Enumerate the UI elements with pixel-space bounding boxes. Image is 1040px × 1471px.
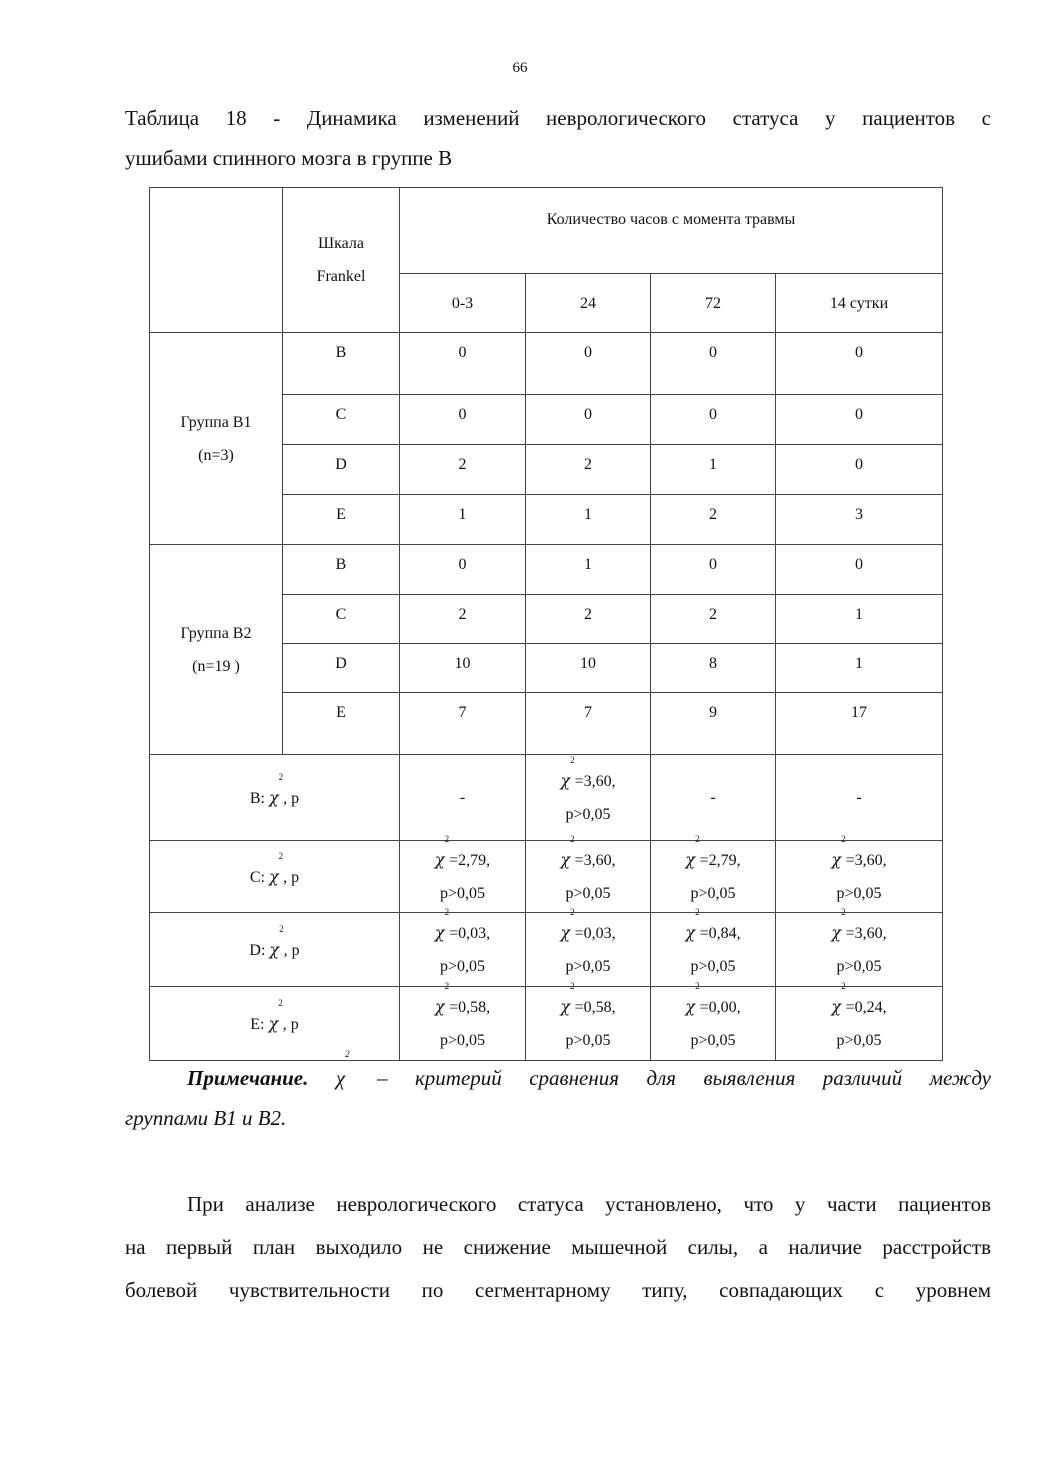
value-cell: 10 (526, 644, 651, 693)
chi-number: =0,58, (574, 999, 616, 1016)
chi-symbol: χ (434, 997, 445, 1016)
stat-cell (651, 834, 776, 913)
stat-grade: E: (250, 1015, 265, 1033)
p-value: - (459, 789, 466, 806)
stat-cell (400, 834, 526, 913)
chi-number: =3,60, (574, 852, 616, 869)
stat-cell (776, 907, 943, 987)
stat-suffix: , p (282, 1015, 299, 1033)
group-cell (150, 333, 283, 545)
chi-symbol: χ (831, 923, 842, 942)
chi-power: 2 (841, 981, 846, 991)
value-cell: 10 (400, 644, 526, 693)
note-line-2: группами В1 и В2. (125, 1106, 287, 1130)
stat-cell (651, 755, 776, 841)
stat-label-cell (150, 987, 400, 1061)
chi-power: 2 (841, 834, 846, 844)
chi-power: 2 (279, 923, 284, 934)
chi-value (560, 907, 616, 942)
chi-value (685, 981, 741, 1016)
stat-cell (526, 907, 651, 987)
stat-row (150, 841, 943, 913)
stat-label-cell (150, 841, 400, 913)
stat-cell (651, 907, 776, 987)
value-cell: 0 (651, 545, 776, 595)
p-value: p>0,05 (439, 1032, 486, 1049)
stat-row (150, 987, 943, 1061)
stat-cell (776, 834, 943, 913)
group-cell (150, 545, 283, 755)
group-name: Группа В1 (180, 413, 252, 431)
chi-number: =3,60, (845, 852, 887, 869)
stat-label-cell (150, 913, 400, 987)
chi-symbol: χ (434, 923, 445, 942)
chi-symbol: χ (685, 923, 696, 942)
table-caption (125, 98, 991, 178)
value-cell: 2 (400, 445, 526, 495)
chi-symbol: χ (269, 939, 280, 959)
chi-symbol: χ (335, 1066, 346, 1090)
time-column-header: 72 (651, 274, 776, 333)
grade-cell: E (283, 495, 400, 545)
chi-symbol: χ (434, 850, 445, 869)
paragraph-line-1: При анализе неврологического статуса установлено, что у части пациентов (187, 1192, 991, 1216)
stat-cell (776, 755, 943, 841)
frankel-header-line-2: Frankel (316, 268, 366, 285)
group-name: Группа В2 (180, 624, 252, 642)
chi-symbol: χ (831, 997, 842, 1016)
value-cell: 1 (776, 644, 943, 693)
value-cell: 0 (400, 395, 526, 445)
value-cell: 0 (776, 545, 943, 595)
value-cell: 9 (651, 693, 776, 755)
stat-cell (526, 755, 651, 841)
group-size: (n=19 ) (192, 657, 240, 675)
chi-symbol: χ (268, 1013, 279, 1033)
hours-header: Количество часов с момента травмы (400, 188, 943, 274)
stat-cell (400, 981, 526, 1061)
value-cell: 0 (651, 333, 776, 395)
chi-power: 2 (695, 981, 700, 991)
chi-number: =0,00, (699, 999, 741, 1016)
p-value: p>0,05 (836, 958, 882, 975)
table-row (150, 333, 943, 395)
stat-cell (526, 834, 651, 913)
chi-symbol: χ (560, 850, 571, 869)
p-value: p>0,05 (690, 885, 736, 902)
chi-value (831, 981, 887, 1016)
value-cell: 0 (526, 395, 651, 445)
grade-cell: D (283, 644, 400, 693)
chi-value (831, 834, 887, 869)
blank-header-cell (150, 188, 283, 333)
header-row (150, 188, 943, 274)
value-cell: 7 (400, 693, 526, 755)
p-value: p>0,05 (565, 806, 611, 823)
chi-number: =2,79, (699, 852, 741, 869)
frankel-header (283, 188, 400, 333)
chi-value (685, 834, 741, 869)
group-size: (n=3) (198, 446, 234, 464)
chi-value (560, 981, 616, 1016)
chi-power: 2 (570, 907, 575, 917)
grade-cell: B (283, 545, 400, 595)
grade-cell: B (283, 333, 400, 395)
p-value: - (856, 789, 862, 806)
page-number: 66 (512, 60, 528, 76)
chi-power: 2 (278, 771, 284, 782)
value-cell: 3 (776, 495, 943, 545)
chi-number: =2,79, (449, 852, 491, 869)
chi-power: 2 (444, 907, 450, 917)
grade-cell: E (283, 693, 400, 755)
p-value: p>0,05 (690, 958, 736, 975)
stat-grade: C: (249, 868, 265, 886)
chi-number: =0,03, (574, 925, 616, 942)
stat-cell (400, 907, 526, 987)
value-cell: 0 (400, 545, 526, 595)
p-value: p>0,05 (836, 885, 882, 902)
frankel-header-line-1: Шкала (318, 235, 364, 252)
chi-power: 2 (444, 981, 450, 991)
stat-row (150, 913, 943, 987)
chi-symbol: χ (560, 997, 571, 1016)
value-cell: 0 (776, 445, 943, 495)
chi-value (560, 755, 616, 790)
value-cell: 0 (400, 333, 526, 395)
chi-symbol: χ (685, 997, 696, 1016)
p-value: p>0,05 (565, 1032, 611, 1049)
frankel-table (149, 187, 943, 1061)
value-cell: 2 (651, 595, 776, 644)
table-note (125, 1049, 991, 1138)
p-value: - (710, 789, 716, 806)
chi-symbol: χ (685, 850, 696, 869)
time-column-header: 14 сутки (776, 274, 943, 333)
p-value: p>0,05 (690, 1032, 736, 1049)
stat-label-cell (150, 755, 400, 841)
chi-power: 2 (570, 755, 575, 765)
p-value: p>0,05 (836, 1032, 882, 1049)
stat-suffix: , p (283, 941, 300, 959)
chi-number: =0,03, (449, 925, 491, 942)
chi-power: 2 (278, 850, 284, 861)
grade-cell: D (283, 445, 400, 495)
value-cell: 7 (526, 693, 651, 755)
value-cell: 0 (526, 333, 651, 395)
chi-power: 2 (841, 907, 846, 917)
value-cell: 1 (526, 495, 651, 545)
chi-number: =0,84, (699, 925, 741, 942)
stat-cell (526, 981, 651, 1061)
chi-value (434, 907, 491, 942)
value-cell: 2 (400, 595, 526, 644)
chi-symbol: χ (831, 850, 842, 869)
time-column-header: 24 (526, 274, 651, 333)
stat-cell (651, 981, 776, 1061)
value-cell: 1 (400, 495, 526, 545)
chi-number: =3,60, (574, 773, 616, 790)
chi-value (434, 981, 491, 1016)
value-cell: 1 (651, 445, 776, 495)
chi-number: =3,60, (845, 925, 887, 942)
table-row (150, 545, 943, 595)
p-value: p>0,05 (439, 958, 486, 975)
value-cell: 2 (526, 595, 651, 644)
value-cell: 0 (651, 395, 776, 445)
chi-value (560, 834, 616, 869)
paragraph-line-2: на первый план выходило не снижение мышечной силы, а наличие расстройств (125, 1235, 991, 1259)
value-cell: 0 (776, 395, 943, 445)
stat-grade: B: (249, 789, 265, 807)
p-value: p>0,05 (565, 885, 611, 902)
value-cell: 8 (651, 644, 776, 693)
stat-suffix: , p (283, 868, 300, 886)
note-line-1 (125, 1049, 991, 1098)
chi-value (434, 834, 491, 869)
caption-line-2: ушибами спинного мозга в группе В (125, 146, 453, 170)
value-cell: 2 (526, 445, 651, 495)
grade-cell: C (283, 595, 400, 644)
value-cell: 17 (776, 693, 943, 755)
value-cell: 1 (776, 595, 943, 644)
chi-power: 2 (444, 834, 450, 844)
paragraph-line-3: болевой чувствительности по сегментарному типу, совпадающих с уровнем (125, 1278, 991, 1302)
chi-power: 2 (345, 1049, 350, 1059)
note-label: Примечание. (187, 1066, 309, 1090)
chi-power: 2 (695, 834, 700, 844)
p-value: p>0,05 (565, 958, 611, 975)
stat-row (150, 755, 943, 841)
time-column-header: 0-3 (400, 274, 526, 333)
body-paragraph (125, 1183, 991, 1312)
chi-symbol: χ (560, 923, 571, 942)
value-cell: 0 (776, 333, 943, 395)
stat-suffix: , p (283, 789, 300, 807)
chi-value (831, 907, 887, 942)
value-cell: 2 (651, 495, 776, 545)
p-value: p>0,05 (439, 885, 486, 902)
chi-value (685, 907, 741, 942)
chi-symbol: χ (268, 787, 279, 807)
chi-power: 2 (278, 997, 283, 1008)
chi-number: =0,24, (845, 999, 887, 1016)
chi-power: 2 (695, 907, 700, 917)
chi-number: =0,58, (449, 999, 491, 1016)
chi-symbol: χ (268, 866, 279, 886)
value-cell: 1 (526, 545, 651, 595)
caption-line-1: Таблица 18 - Динамика изменений неврологического статуса у пациентов с (125, 106, 991, 130)
grade-cell: C (283, 395, 400, 445)
chi-symbol: χ (560, 771, 571, 790)
stat-grade: D: (249, 941, 266, 959)
chi-power: 2 (570, 834, 575, 844)
chi-power: 2 (570, 981, 575, 991)
note-text: – критерий сравнения для выявления различий между (377, 1066, 991, 1090)
stat-cell (776, 981, 943, 1061)
stat-cell (400, 755, 526, 841)
